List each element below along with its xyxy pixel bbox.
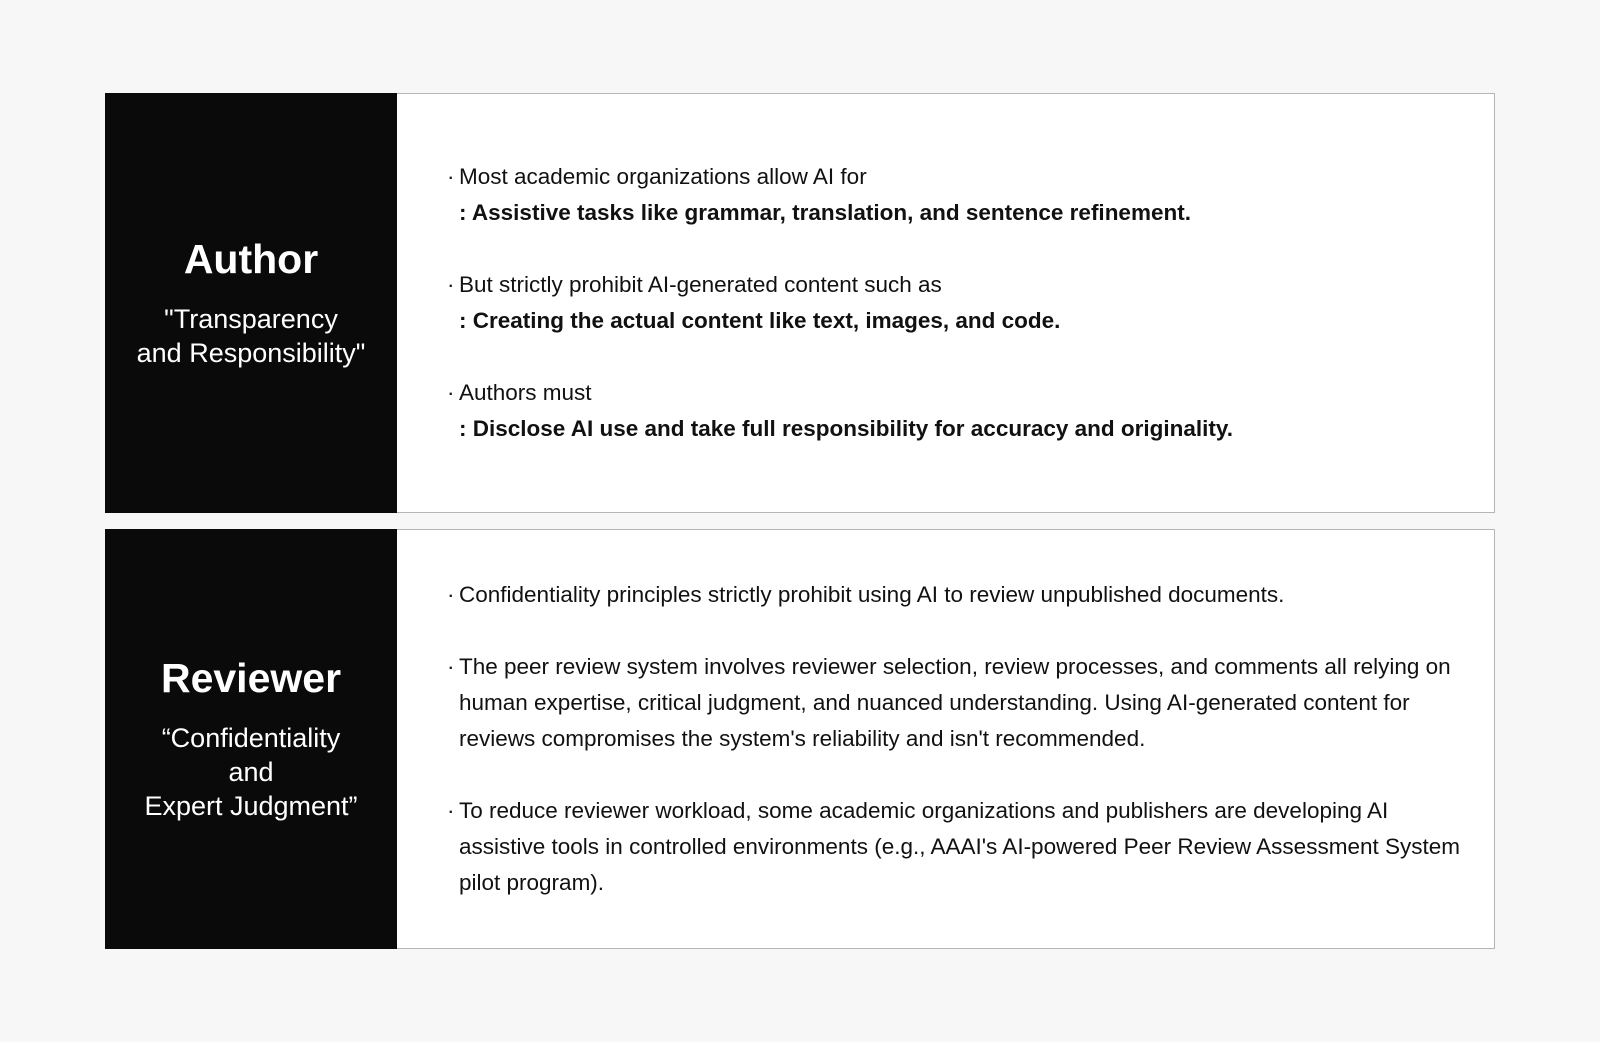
reviewer-bullet xyxy=(447,793,1464,901)
bullet-marker: · xyxy=(447,380,455,405)
author-subtitle-line: "Transparency xyxy=(164,303,338,334)
reviewer-bullet xyxy=(447,649,1464,757)
author-title: Author xyxy=(183,236,319,283)
reviewer-panel xyxy=(105,529,1495,949)
bullet-lead: But strictly prohibit AI-generated content such as xyxy=(459,272,942,297)
bullet-detail: : Disclose AI use and take full responsibility for accuracy and originality. xyxy=(459,416,1233,441)
bullet-text: Confidentiality principles strictly prohibit using AI to review unpublished documents. xyxy=(459,582,1285,607)
author-role-box xyxy=(105,93,397,513)
bullet-marker: · xyxy=(447,272,455,297)
bullet-detail: : Creating the actual content like text, images, and code. xyxy=(459,308,1061,333)
author-panel xyxy=(105,93,1495,513)
bullet-marker: · xyxy=(447,582,455,607)
bullet-marker: · xyxy=(447,164,455,189)
reviewer-subtitle xyxy=(144,721,357,823)
reviewer-title: Reviewer xyxy=(160,655,342,702)
author-bullet xyxy=(447,267,1464,339)
reviewer-bullet xyxy=(447,577,1464,613)
reviewer-guidelines xyxy=(397,530,1494,948)
author-subtitle xyxy=(137,302,366,370)
author-bullet xyxy=(447,375,1464,447)
bullet-lead: Most academic organizations allow AI for xyxy=(459,164,867,189)
bullet-marker: · xyxy=(447,654,455,679)
bullet-text: To reduce reviewer workload, some academic organizations and publishers are developing AI assistive tools in controlled environments (e.g., AAAI's AI-powered Peer Review Assessment System pilot program). xyxy=(459,798,1460,895)
author-guidelines xyxy=(397,94,1494,512)
reviewer-subtitle-line: and xyxy=(228,756,274,787)
bullet-detail: : Assistive tasks like grammar, translation, and sentence refinement. xyxy=(459,200,1191,225)
reviewer-subtitle-line: “Confidentiality xyxy=(161,722,341,753)
bullet-text: The peer review system involves reviewer selection, review processes, and comments all relying on human expertise, critical judgment, and nuanced understanding. Using AI-generated content for reviews compromises the system's reliability and isn't recommended. xyxy=(459,654,1451,751)
author-subtitle-line: and Responsibility" xyxy=(136,337,366,368)
reviewer-subtitle-line: Expert Judgment” xyxy=(144,790,358,821)
reviewer-role-box xyxy=(105,529,397,949)
bullet-marker: · xyxy=(447,798,455,823)
bullet-lead: Authors must xyxy=(459,380,592,405)
author-bullet xyxy=(447,159,1464,231)
